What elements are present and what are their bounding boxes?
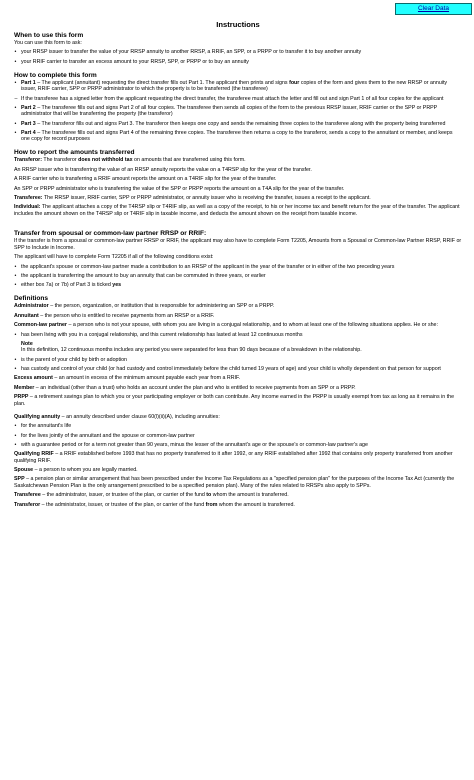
definition: – a retirement savings plan to which you or your participating employer or both can contribute. Any income earned in the PRPP is usually exempt from tax as long as it remains in the plan.	[14, 394, 455, 407]
term: PRPP	[14, 394, 29, 401]
when-list	[14, 49, 462, 65]
def-excess-amount	[14, 375, 462, 382]
list-item: • your RRIF carrier to transfer an excess amount to your RRSP, SPP, or PRPP or to buy an annuity	[14, 59, 462, 66]
term: Administrator	[14, 303, 49, 310]
definition: whom the amount is transferred.	[217, 501, 295, 508]
def-prpp	[14, 394, 462, 407]
how-list	[14, 80, 462, 143]
part-label: Part 4	[21, 129, 36, 136]
part2-item	[14, 105, 462, 118]
definitions-heading: Definitions	[14, 295, 49, 303]
term: Annuitant	[14, 312, 39, 319]
part-text: – The transferor fills out and signs Part 3. The transferor then keeps one copy and sends the remaining three copies to the transferee along with the property being transferred	[35, 120, 446, 127]
report-heading: How to report the amounts transferred	[14, 149, 135, 157]
part-text: – The applicant (annuitant) requesting the direct transfer fills out Part 1. The applicant then prints and signs	[35, 79, 290, 86]
label: Individual:	[14, 204, 41, 211]
text: on amounts that are transferred using this form.	[132, 157, 246, 164]
def-transferee	[14, 492, 462, 499]
list-item: • with a guarantee period or for a term not greater than 90 years, minus the lesser of the annuitant's age or the spouse's or common-law partner's age	[14, 442, 462, 449]
spousal-heading: Transfer from spousal or common-law partner RRSP or RRIF:	[14, 230, 207, 238]
part-label: Part 2	[21, 104, 36, 111]
term: SPP	[14, 476, 25, 483]
when-heading: When to use this form	[14, 32, 84, 39]
term: Member	[14, 384, 35, 391]
definition: whom the amount is transferred.	[211, 492, 289, 499]
definition: – the person who is entitled to receive payments from an RRSP or a RRIF.	[38, 312, 215, 319]
report-transferor	[14, 157, 462, 164]
report-p3: A RRIF carrier who is transferring a RRIF amount reports the amount on a T4RIF slip for the year of the transfer.	[14, 176, 277, 183]
definition: – a RRIF established before 1993 that has no property transferred to it after 1992, or any RRIF established after 1992 that contains only property transferred from another qualifying RRIF.	[14, 451, 453, 464]
text: either box 7a) or 7b) of Part 3 is ticked	[21, 282, 113, 289]
def-common-law-partner	[14, 322, 462, 329]
definition: – an annuity described under clause 60(l)(ii)(A), including annuities:	[60, 414, 220, 421]
list-item: • your RRSP issuer to transfer the value of your RRSP annuity to another RRSP, a RRIF, an SPP, or a PRPP or to transfer it to buy another annuity	[14, 49, 462, 56]
emphasis: yes	[112, 282, 122, 289]
term: Excess amount	[14, 375, 53, 382]
definition: – an individual (other than a trust) who holds an account under the plan and who is entitled to receive payments from an SPP or a PRPP.	[34, 384, 356, 391]
list-item: • the applicant's spouse or common-law partner made a contribution to an RRSP of the applicant in the year of the transfer or in either of the two preceding years	[14, 264, 462, 271]
definition: – the administrator, issuer, or trustee of the plan, or carrier of the fund	[40, 501, 206, 508]
definition: – the administrator, issuer, or trustee of the plan, or carrier of the fund	[40, 492, 207, 499]
list-item	[14, 282, 462, 289]
label: Transferee:	[14, 195, 43, 202]
part-text: copies of the form and gives them to the new RRSP or annuity issuer, RRIF carrier, SPP or PRPP administrator to which the property is to be transferred (the transferee)	[21, 79, 448, 93]
spousal-p1: If the transfer is from a spousal or common-law partner RRSP or RRIF, the applicant may also have to complete Form T2205, Amounts from a Spousal or Common-law Partner RRSP, RRIF or SPP to Include in Income.	[14, 238, 462, 252]
note-label: Note	[21, 340, 33, 347]
instructions-page	[14, 20, 462, 511]
emphasis: from	[205, 501, 218, 508]
list-item: • has custody and control of your child (or had custody and control immediately before the child turned 19 years of age) and your child is wholly dependent on that person for support	[14, 366, 462, 373]
def-qualifying-rrif	[14, 451, 462, 464]
report-individual	[14, 204, 462, 217]
list-item: • has been living with you in a conjugal relationship, and this current relationship has lasted at least 12 continuous months	[14, 332, 462, 339]
page-title: Instructions	[216, 20, 260, 29]
def-member	[14, 385, 462, 392]
text: The applicant attaches a copy of the T4RSP slip or T4RIF slip, as well as a copy of the receipt, to his or her income tax and benefit return for the year of the transfer. The applicant includes the amount shown on the T4RSP slip or T4RIF slip in taxable income, and deducts the amount shown on the receipt from taxable income.	[14, 204, 460, 218]
term: Transferor	[14, 501, 41, 508]
spousal-list	[14, 264, 462, 289]
def-spp	[14, 476, 462, 489]
list-item: • for the annuitant's life	[14, 423, 462, 430]
report-p2: An RRSP issuer who is transferring the value of an RRSP annuity reports the value on a T4RSP slip for the year of the transfer.	[14, 166, 312, 173]
list-item: • for the lives jointly of the annuitant and the spouse or common-law partner	[14, 433, 462, 440]
part-text: – The transferee fills out and signs Part 2 of all four copies. The transferee then sends all copies of the form to the previous RRSP issuer, RRIF carrier or the SPP or PRPP administrator that will be transferring the property (the transferor)	[21, 104, 438, 118]
def-administrator	[14, 303, 462, 310]
qa-list	[14, 423, 462, 448]
part1-item	[14, 80, 462, 93]
term: Spouse	[14, 466, 34, 473]
list-item: • the applicant is transferring the amount to buy an annuity that can be commuted in three years, or earlier	[14, 273, 462, 280]
part3-item	[14, 121, 462, 128]
part-label: Part 1	[21, 79, 36, 86]
def-annuitant	[14, 313, 462, 320]
emphasis: to	[206, 492, 212, 499]
definition: – a pension plan or similar arrangement that has been prescribed under the Income Tax Regulations as a "specified pension plan" for the purposes of the Income Tax Act (currently the Saskatchewan Pension Plan is the only arrangement prescribed to be a specified pension plan). Many of the rules related to RRSPs also apply to SPPs.	[14, 476, 455, 489]
text: The RRSP issuer, RRIF carrier, SPP or PRPP administrator, or annuity issuer who is receiving the transfer, issues a receipt to the applicant.	[42, 195, 371, 202]
when-intro: You can use this form to ask:	[14, 40, 82, 46]
dash-item: – If the transferee has a signed letter from the applicant requesting the direct transfer, the transferee must attach the letter and fill out and sign Part 1 of all four copies for the applicant	[14, 96, 462, 103]
note-block	[14, 341, 462, 354]
definition: – a person who is not your spouse, with whom you are living in a conjugal relationship, and to whom at least one of the following situations applies. He or she:	[66, 322, 438, 329]
note-text: In this definition, 12 continuous months includes any period you were separated for less than 90 days because of a breakdown in the relationship.	[21, 347, 362, 354]
term: Common-law partner	[14, 322, 67, 329]
def-qualifying-annuity	[14, 414, 462, 421]
emphasis: does not withhold tax	[78, 157, 133, 164]
clp-list	[14, 332, 462, 339]
part4-item	[14, 130, 462, 143]
def-transferor	[14, 502, 462, 509]
clear-data-button[interactable]: Clear Data	[395, 3, 472, 15]
definition: – a person to whom you are legally married.	[33, 466, 138, 473]
term: Qualifying RRIF	[14, 451, 54, 457]
term: Qualifying annuity	[14, 414, 61, 421]
list-item: • is the parent of your child by birth or adoption	[14, 357, 462, 364]
report-transferee	[14, 195, 462, 202]
clp-list-2	[14, 357, 462, 373]
text: The transferor	[41, 157, 79, 164]
definition: – an amount in excess of the minimum amount payable each year from a RRIF.	[52, 375, 241, 382]
part-text: – The transferee fills out and signs Part 4 of the remaining three copies. The transferee then returns a copy to the transferor, sends a copy to the annuitant or member, and keeps one copy for record purposes	[21, 129, 453, 143]
def-spouse	[14, 467, 462, 474]
how-heading: How to complete this form	[14, 71, 97, 79]
part-label: Part 3	[21, 120, 36, 127]
definition: – the person, organization, or institution that is responsible for administering an SPP or a PRPP.	[48, 303, 275, 310]
spousal-p2: The applicant will have to complete Form T2205 if all of the following conditions exist:	[14, 254, 214, 261]
emphasis: four	[289, 79, 300, 86]
term: Transferee	[14, 492, 41, 499]
label: Transferor:	[14, 157, 42, 164]
report-p4: An SPP or PRPP administrator who is transferring the value of the SPP or PRPP reports the amount on a T4A slip for the year of the transfer.	[14, 185, 345, 192]
